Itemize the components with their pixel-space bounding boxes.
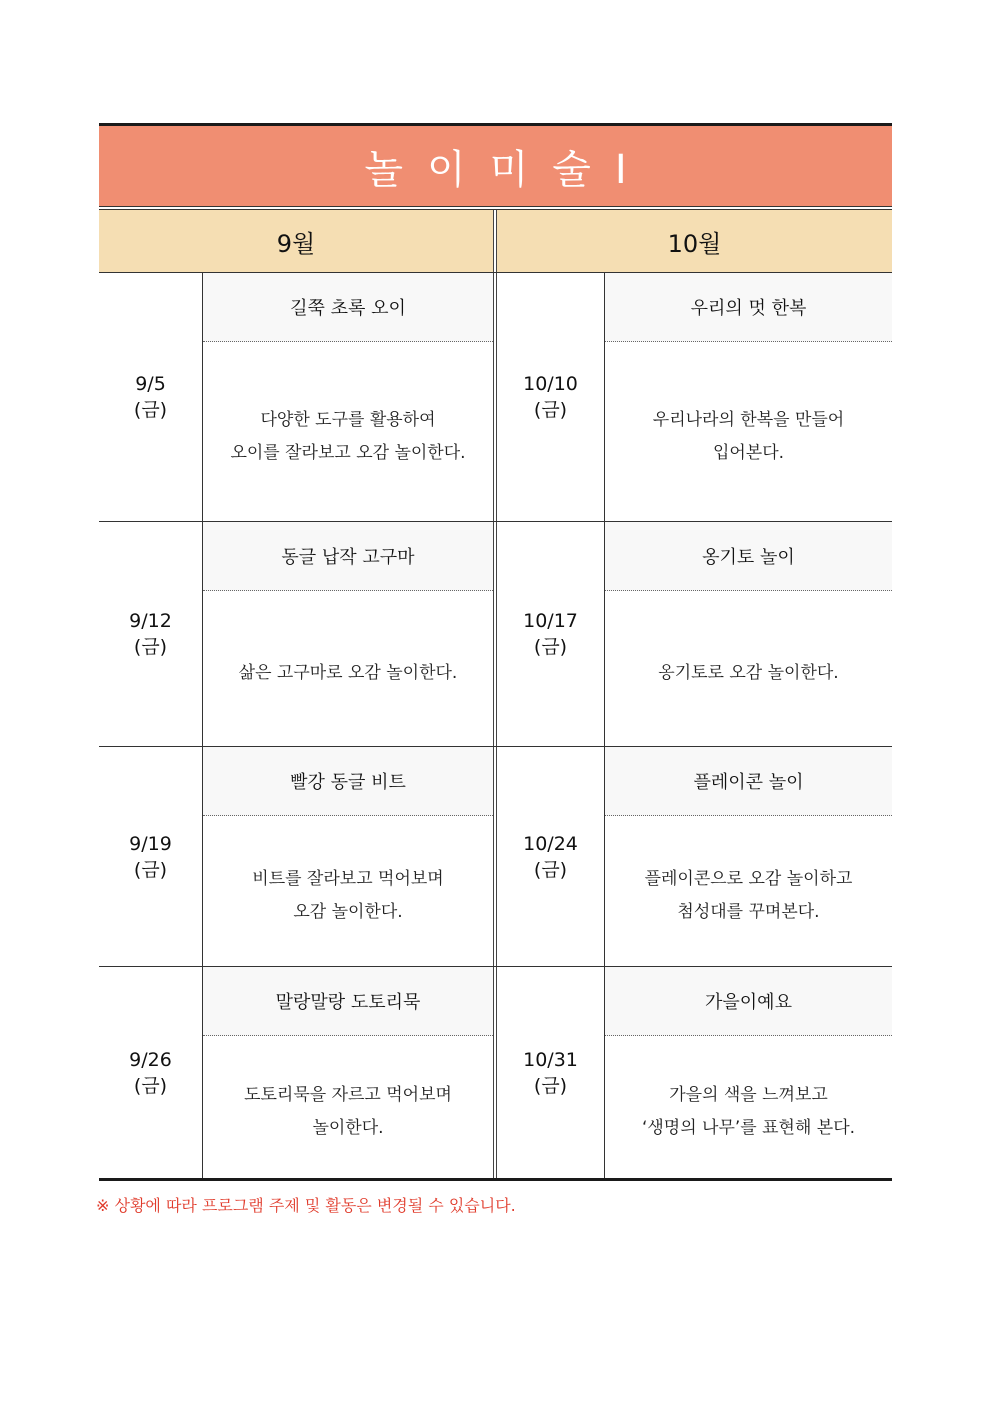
weekday-label: (금) [133,858,168,881]
schedule-table [99,123,892,1181]
activity-title: 플레이콘 놀이 [605,747,892,816]
activity-description [605,1036,892,1178]
activity-title: 길쭉 초록 오이 [203,273,493,342]
october-entry [497,747,892,966]
activity-title: 가을이예요 [605,967,892,1036]
description-line: 첨성대를 꾸며본다. [677,902,820,922]
week-row [99,272,892,521]
date-cell [99,273,203,521]
date-cell [497,747,605,966]
week-row [99,966,892,1178]
week-row [99,521,892,746]
date-cell [497,522,605,746]
date-cell [99,967,203,1178]
description-line: 도토리묵을 자르고 먹어보며 [244,1085,452,1105]
weekday-label: (금) [133,399,168,421]
activity-description [203,591,493,746]
weeks-body [99,272,892,1178]
activity-cell [203,273,493,521]
activity-cell [605,747,892,966]
date-label: 9/26 [129,1048,172,1071]
description-line: 오감 놀이한다. [293,902,403,922]
activity-cell [203,967,493,1178]
activity-description [605,342,892,521]
weekday-label: (금) [533,1074,568,1097]
activity-title: 옹기토 놀이 [605,522,892,591]
description-line: 삶은 고구마로 오감 놀이한다. [238,663,458,683]
description-line: 옹기토로 오감 놀이한다. [658,663,839,683]
date-cell [99,522,203,746]
activity-title: 동글 납작 고구마 [203,522,493,591]
october-entry [497,967,892,1178]
date-label: 10/24 [523,832,578,855]
september-entry [99,747,493,966]
description-line: 입어본다. [712,442,785,463]
weekday-label: (금) [533,858,568,881]
weekday-label: (금) [533,636,568,658]
activity-description [203,342,493,521]
weekday-label: (금) [133,1074,168,1097]
activity-cell [203,747,493,966]
date-label: 10/31 [523,1048,578,1071]
date-label: 10/17 [523,610,578,632]
page-title: 놀이미술Ⅰ [364,146,651,193]
activity-description [605,816,892,966]
month-header-october: 10월 [667,229,722,258]
activity-cell [605,967,892,1178]
activity-cell [203,522,493,746]
activity-title: 말랑말랑 도토리묵 [203,967,493,1036]
date-label: 9/5 [135,373,166,395]
title-banner [99,123,892,206]
description-line: 비트를 잘라보고 먹어보며 [252,869,444,889]
description-line: 가을의 색을 느껴보고 [669,1085,828,1105]
activity-title: 빨강 동글 비트 [203,747,493,816]
month-header-row [99,210,892,272]
weekday-label: (금) [533,399,568,421]
description-line: 플레이콘으로 오감 놀이하고 [644,869,853,889]
date-label: 9/19 [129,832,172,855]
activity-cell [605,522,892,746]
september-entry [99,273,493,521]
description-line: ‘생명의 나무’를 표현해 본다. [641,1118,856,1138]
october-entry [497,273,892,521]
activity-description [203,1036,493,1178]
october-entry [497,522,892,746]
activity-title: 우리의 멋 한복 [605,273,892,342]
table-bottom-border [99,1178,892,1181]
activity-description [203,816,493,966]
september-entry [99,967,493,1178]
date-label: 9/12 [129,610,172,632]
activity-cell [605,273,892,521]
date-cell [99,747,203,966]
description-line: 다양한 도구를 활용하여 [260,409,436,430]
description-line: 오이를 잘라보고 오감 놀이한다. [230,442,466,463]
description-line: 우리나라의 한복을 만들어 [652,409,845,430]
date-cell [497,967,605,1178]
week-row [99,746,892,966]
month-header-september: 9월 [276,229,316,258]
date-cell [497,273,605,521]
notice-text: ※ 상황에 따라 프로그램 주제 및 활동은 변경될 수 있습니다. [96,1196,516,1215]
date-label: 10/10 [523,373,578,395]
activity-description [605,591,892,746]
weekday-label: (금) [133,636,168,658]
september-entry [99,522,493,746]
description-line: 놀이한다. [312,1118,384,1138]
